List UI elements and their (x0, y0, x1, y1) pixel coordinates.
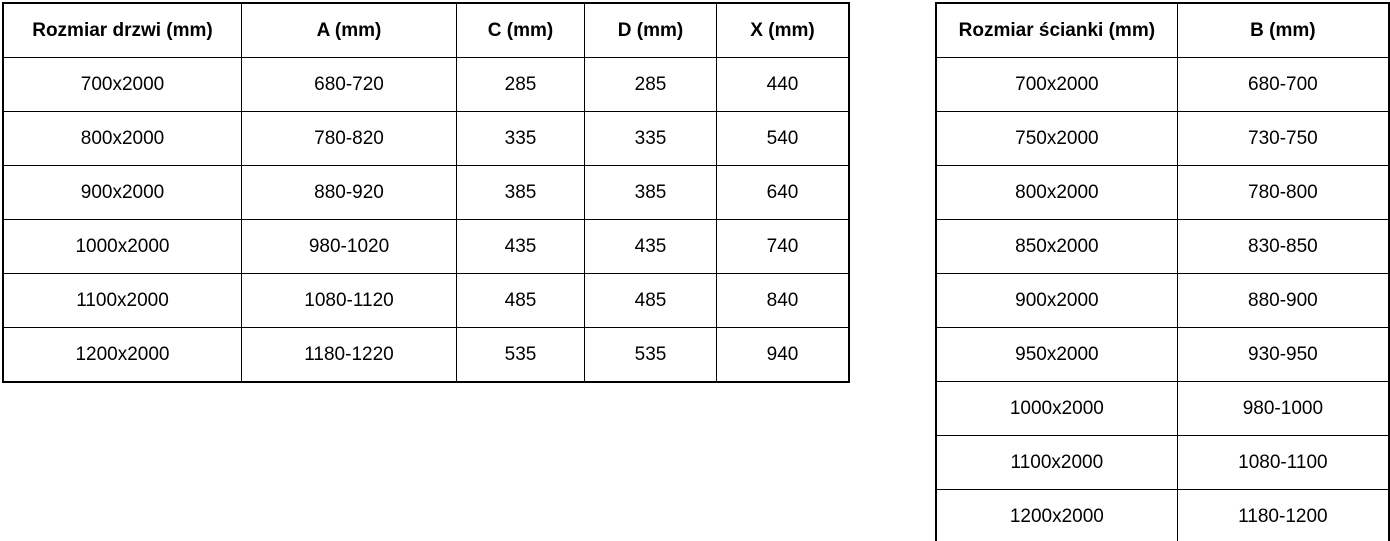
table-cell: 1200x2000 (936, 490, 1177, 541)
table-cell: 1080-1120 (242, 274, 457, 328)
table-cell: 980-1000 (1177, 382, 1389, 436)
table-cell: 1000x2000 (3, 220, 242, 274)
table-row (936, 58, 1389, 112)
table-header-row (3, 3, 849, 58)
table-cell: 535 (457, 328, 585, 383)
table-cell: 680-720 (242, 58, 457, 112)
table-cell: 850x2000 (936, 220, 1177, 274)
table-row (3, 328, 849, 383)
table-cell: 840 (717, 274, 850, 328)
table-cell: 640 (717, 166, 850, 220)
table-row (936, 328, 1389, 382)
table-row (936, 112, 1389, 166)
table-cell: 385 (585, 166, 717, 220)
table-cell: 1200x2000 (3, 328, 242, 383)
table-cell: 485 (457, 274, 585, 328)
table-row (3, 112, 849, 166)
table-row (936, 436, 1389, 490)
table-cell: 700x2000 (3, 58, 242, 112)
table-row (936, 220, 1389, 274)
wall-panel-sizes-table (935, 2, 1390, 541)
table-cell: 750x2000 (936, 112, 1177, 166)
table-row (936, 490, 1389, 541)
table-cell: 800x2000 (3, 112, 242, 166)
table-cell: 880-900 (1177, 274, 1389, 328)
column-header: C (mm) (457, 3, 585, 58)
table-cell: 335 (585, 112, 717, 166)
table-row (3, 220, 849, 274)
table-cell: 1100x2000 (3, 274, 242, 328)
table-row (3, 166, 849, 220)
table-cell: 780-800 (1177, 166, 1389, 220)
table-cell: 930-950 (1177, 328, 1389, 382)
table-row (936, 166, 1389, 220)
table-cell: 385 (457, 166, 585, 220)
table-row (3, 58, 849, 112)
table-cell: 780-820 (242, 112, 457, 166)
table-cell: 485 (585, 274, 717, 328)
table-cell: 1180-1200 (1177, 490, 1389, 541)
table-cell: 940 (717, 328, 850, 383)
table-cell: 700x2000 (936, 58, 1177, 112)
table-row (936, 382, 1389, 436)
column-header: Rozmiar ścianki (mm) (936, 3, 1177, 58)
table-header-row (936, 3, 1389, 58)
column-header: D (mm) (585, 3, 717, 58)
table-cell: 950x2000 (936, 328, 1177, 382)
table-cell: 900x2000 (936, 274, 1177, 328)
table-cell: 1080-1100 (1177, 436, 1389, 490)
table-cell: 285 (585, 58, 717, 112)
column-header: A (mm) (242, 3, 457, 58)
table-cell: 435 (457, 220, 585, 274)
table-cell: 1100x2000 (936, 436, 1177, 490)
door-sizes-table (2, 2, 850, 383)
table-cell: 435 (585, 220, 717, 274)
table-cell: 980-1020 (242, 220, 457, 274)
table-cell: 740 (717, 220, 850, 274)
table-cell: 440 (717, 58, 850, 112)
table-cell: 1180-1220 (242, 328, 457, 383)
table-cell: 900x2000 (3, 166, 242, 220)
column-header: Rozmiar drzwi (mm) (3, 3, 242, 58)
table-cell: 285 (457, 58, 585, 112)
table-cell: 680-700 (1177, 58, 1389, 112)
table-cell: 335 (457, 112, 585, 166)
table-row (3, 274, 849, 328)
table-cell: 535 (585, 328, 717, 383)
column-header: X (mm) (717, 3, 850, 58)
table-cell: 730-750 (1177, 112, 1389, 166)
table-row (936, 274, 1389, 328)
table-cell: 880-920 (242, 166, 457, 220)
table-cell: 800x2000 (936, 166, 1177, 220)
table-cell: 540 (717, 112, 850, 166)
table-cell: 830-850 (1177, 220, 1389, 274)
table-cell: 1000x2000 (936, 382, 1177, 436)
column-header: B (mm) (1177, 3, 1389, 58)
